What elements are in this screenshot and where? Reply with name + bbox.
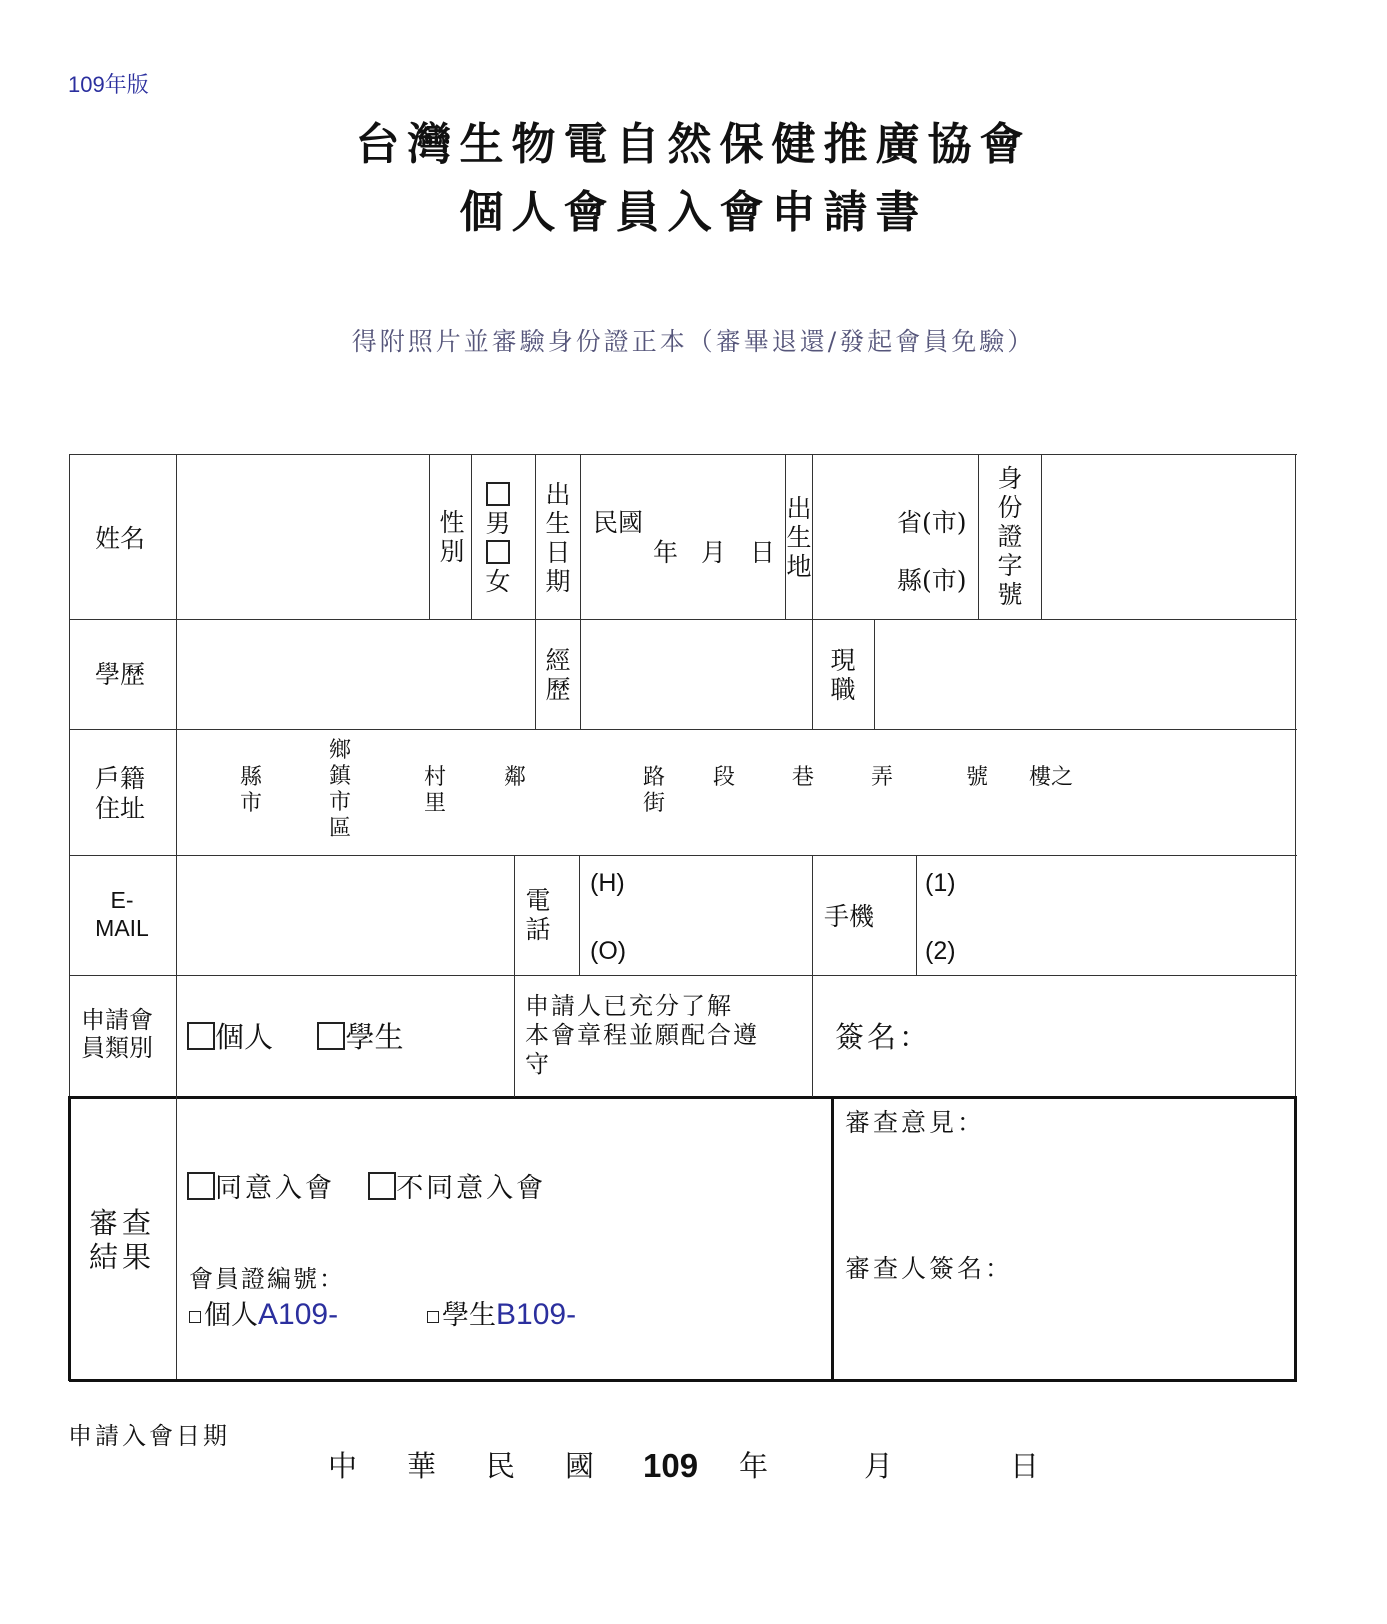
reviewer-signature-field[interactable] (839, 1290, 1289, 1374)
education-field[interactable] (179, 622, 533, 726)
address-neighborhood: 鄰 (504, 765, 527, 790)
gender-options (483, 480, 513, 596)
phone-office-label: (O) (590, 937, 627, 965)
id-number-field[interactable] (1044, 456, 1294, 616)
agree-checkbox[interactable] (187, 1172, 215, 1200)
date-zhong: 中 (328, 1449, 358, 1483)
cell-divider (916, 855, 917, 975)
disagree-label: 不同意入會 (396, 1173, 547, 1204)
review-border-left (68, 1096, 71, 1381)
birth-month-label: 月 (701, 538, 727, 567)
birthplace-label: 出 生 地 (786, 494, 812, 581)
cell-divider (429, 454, 430, 619)
name-field[interactable] (179, 456, 427, 616)
cell-divider (1041, 454, 1042, 619)
gender-female-label: 女 (485, 567, 511, 596)
label-column-divider (176, 454, 177, 1379)
current-job-field[interactable] (877, 622, 1293, 726)
edition-label: 109年版 (68, 72, 149, 97)
address-township: 鄉 鎮 市 區 (329, 738, 352, 841)
birth-day-label: 日 (750, 538, 776, 567)
row-divider (69, 975, 1297, 976)
review-divider (831, 1096, 834, 1381)
mobile-2-label: (2) (925, 937, 956, 965)
id-number-label: 身 份 證 字 號 (997, 464, 1023, 609)
address-road: 路 街 (643, 765, 666, 816)
date-year-value: 109 (643, 1447, 699, 1484)
reviewer-signature-label: 審查人簽名： (845, 1254, 1014, 1283)
date-year-label: 年 (739, 1449, 769, 1483)
experience-label: 經 歷 (545, 646, 571, 704)
row-divider (69, 729, 1297, 730)
category-student-label: 學生 (345, 1020, 404, 1054)
birthplace-county-label: 縣(市) (897, 566, 967, 595)
address-alley: 弄 (871, 765, 894, 790)
row-divider (69, 619, 1297, 620)
gender-label: 性 別 (439, 508, 465, 566)
student-number-code: B109- (496, 1298, 577, 1331)
address-section: 段 (713, 765, 736, 790)
application-date (0, 1446, 1387, 1486)
gender-female-checkbox[interactable] (486, 540, 510, 564)
review-decision-options (187, 1172, 546, 1206)
signature-label: 簽名： (835, 1020, 932, 1054)
cell-divider (535, 454, 536, 729)
table-border-left (69, 454, 70, 1097)
member-number-label: 會員證編號： (189, 1265, 345, 1293)
table-border-right (1295, 454, 1296, 1097)
organization-title: 台灣生物電自然保健推廣協會 (355, 119, 1032, 170)
mobile-field[interactable] (959, 858, 1291, 972)
member-category-options (187, 1020, 403, 1054)
form-title: 個人會員入會申請書 (459, 187, 928, 238)
personal-number-code: A109- (258, 1298, 339, 1331)
address-label: 戶籍 住址 (95, 764, 146, 823)
cell-divider (471, 454, 472, 619)
address-number: 號 (966, 765, 989, 790)
current-job-label: 現 職 (830, 646, 856, 704)
form-instructions: 得附照片並審驗身份證正本（審畢退還/發起會員免驗） (351, 327, 1036, 356)
gender-male-label: 男 (485, 509, 511, 538)
review-border-right (1294, 1096, 1297, 1381)
signature-field[interactable] (939, 978, 1291, 1092)
member-number-student: 學生B109- (427, 1298, 576, 1333)
review-border-top (69, 1096, 1297, 1099)
personal-number-checkbox[interactable] (189, 1311, 201, 1323)
row-divider (69, 855, 1297, 856)
student-number-checkbox[interactable] (427, 1311, 439, 1323)
category-personal-label: 個人 (215, 1020, 274, 1054)
review-opinion-label: 審查意見： (845, 1108, 986, 1137)
name-label: 姓名 (95, 524, 146, 553)
category-personal-checkbox[interactable] (187, 1022, 215, 1050)
email-field[interactable] (179, 858, 512, 972)
application-date-label: 申請入會日期 (68, 1422, 230, 1450)
date-hua: 華 (407, 1449, 437, 1483)
address-village: 村 里 (424, 765, 447, 816)
cell-divider (978, 454, 979, 619)
cell-divider (874, 619, 875, 729)
agree-label: 同意入會 (215, 1173, 335, 1204)
phone-label: 電 話 (525, 886, 551, 944)
cell-divider (579, 855, 580, 975)
member-category-label: 申請會 員類別 (81, 1006, 153, 1062)
phone-field[interactable] (629, 858, 809, 972)
date-day-label: 日 (1010, 1449, 1040, 1483)
table-border-top (69, 454, 1297, 455)
birth-era-label: 民國 (593, 508, 644, 537)
date-guo: 國 (565, 1449, 595, 1483)
member-number-personal: 個人A109- (189, 1298, 338, 1333)
date-month-label: 月 (864, 1449, 894, 1483)
disagree-checkbox[interactable] (368, 1172, 396, 1200)
review-result-label: 審查 結果 (89, 1206, 156, 1274)
application-form-table (69, 454, 1297, 1384)
birthplace-province-label: 省(市) (897, 508, 967, 537)
birth-date-label: 出 生 日 期 (545, 480, 571, 596)
email-label: E- MAIL (95, 887, 149, 941)
address-floor: 樓之 (1029, 765, 1074, 790)
review-opinion-field[interactable] (839, 1144, 1289, 1244)
date-min: 民 (486, 1449, 516, 1483)
cell-divider (580, 454, 581, 729)
phone-home-label: (H) (590, 869, 625, 897)
experience-field[interactable] (583, 622, 810, 726)
declaration-text: 申請人已充分了解 本會章程並願配合遵 守 (525, 992, 759, 1078)
table-border-bottom (69, 1379, 1297, 1382)
education-label: 學歷 (95, 660, 146, 689)
birth-year-label: 年 (653, 538, 679, 567)
cell-divider (514, 855, 515, 1097)
gender-male-checkbox[interactable] (486, 482, 510, 506)
address-lane: 巷 (792, 765, 815, 790)
category-student-checkbox[interactable] (317, 1022, 345, 1050)
address-county: 縣 市 (240, 765, 263, 816)
mobile-label: 手機 (824, 902, 875, 931)
cell-divider (812, 855, 813, 1097)
mobile-1-label: (1) (925, 869, 956, 897)
